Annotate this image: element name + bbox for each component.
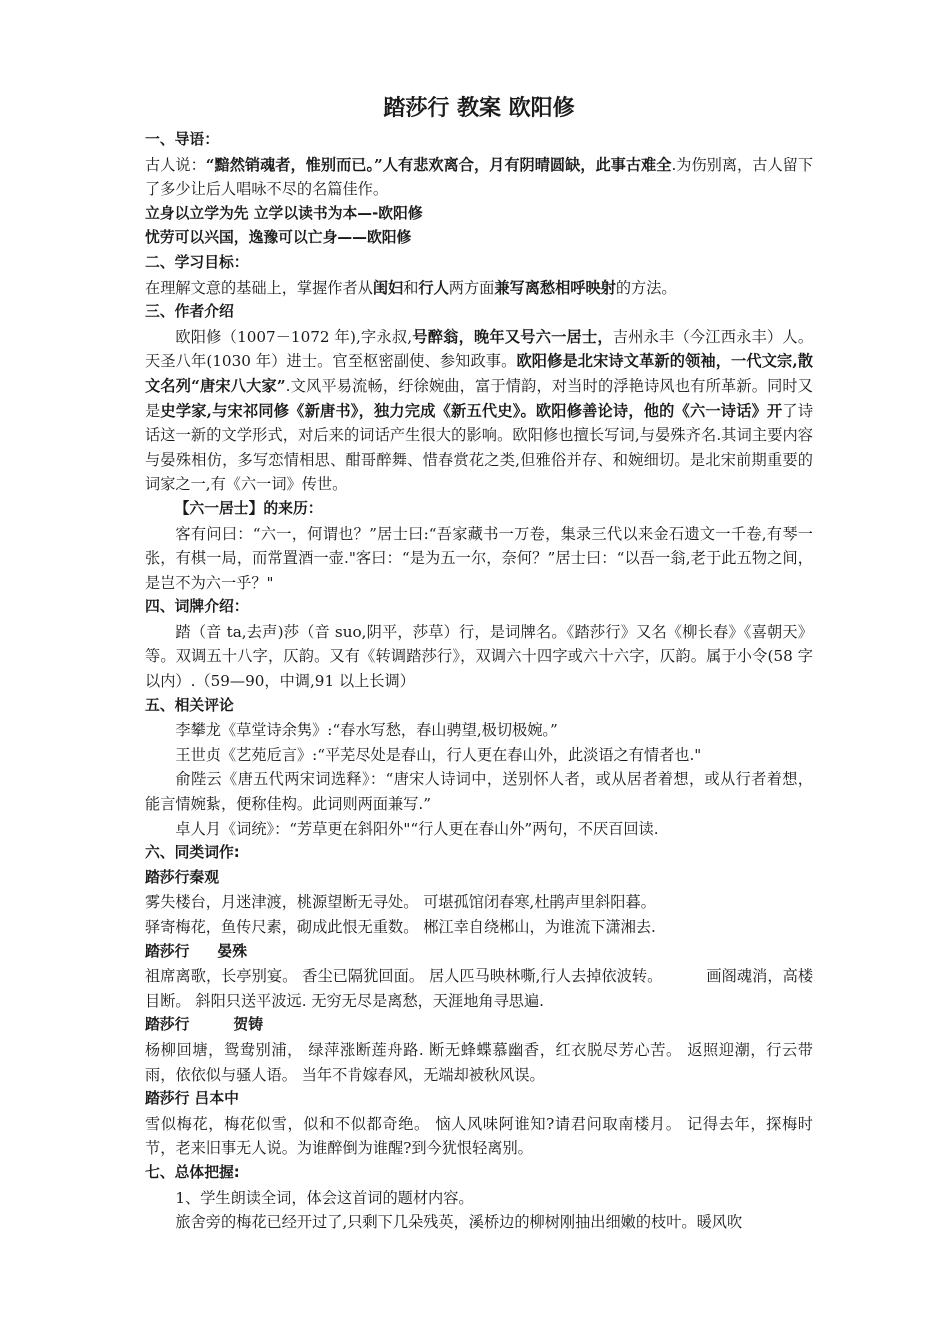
author-text-g: 了诗话这一新的文学形式，对后来的词话产生很大的影响。欧阳修也擅长写词,与晏殊齐名.其词主要内容与晏殊相仿，多写恋情相思、酣哥醉舞、惜春赏花之类,但雅俗并存、和婉细切。是北宋前期重要的词家之一,有《六一词》传世。 [145, 401, 814, 494]
quote-line-2: 忧劳可以兴国，逸豫可以亡身——欧阳修 [145, 229, 412, 247]
goals-text-f: 兼写离愁相呼映射 [494, 278, 616, 297]
intro-text-a: 古人说： [145, 155, 206, 174]
work-1-line-1: 雾失楼台，月迷津渡，桃源望断无寻处。 可堪孤馆闭春寒,杜鹃声里斜阳暮。 [145, 893, 656, 912]
document-page [145, 92, 813, 1235]
goals-text-g: 的方法。 [615, 278, 677, 297]
overview-paragraph-2: 旅舍旁的梅花已经开过了,只剩下几朵残英，溪桥边的柳树刚抽出细嫩的枝叶。暖风吹 [175, 1213, 743, 1232]
origin-heading: 【六一居士】的来历： [174, 499, 323, 517]
work-2-title-b: 晏殊 [217, 942, 248, 960]
author-text-d: 欧阳修是北宋诗文革新的领袖，一代文宗,散文名列“唐宋八大家” [145, 352, 813, 395]
goals-text-e: 两方面 [448, 278, 495, 297]
intro-quote: “黯然销魂者，惟别而已。”人有悲欢离合，月有阴晴圆缺，此事古难全 [205, 155, 672, 174]
goals-paragraph [145, 276, 813, 301]
work-2-text [145, 964, 813, 1013]
author-text-c: 吉州永丰（今江西永丰）人。天圣八年(1030 年）进士。官至枢密副使、参知政事。 [145, 327, 814, 371]
quote-line-1: 立身以立学为先 立学以读书为本—-欧阳修 [145, 204, 423, 222]
comment-1: 李攀龙《草堂诗余隽》:“春水写愁，春山骋望,极切极婉。” [175, 721, 558, 740]
work-3-title-b: 贺铸 [233, 1016, 264, 1034]
section-heading-goals: 二、学习目标： [145, 253, 249, 271]
section-heading-intro: 一、导语： [145, 131, 219, 148]
work-4-text: 雪似梅花，梅花似雪，似和不似都奇绝。 恼人风味阿谁知?请君问取南楼月。 记得去年，探梅时节，老来旧事无人说。为谁醉倒为谁醒?到今犹恨轻离别。 [145, 1114, 813, 1158]
work-2-title [145, 940, 813, 965]
work-3-title-a: 踏莎行 [145, 1016, 190, 1034]
author-paragraph [145, 325, 813, 497]
work-1-line-2: 驿寄梅花，鱼传尺素，砌成此恨无重数。 郴江幸自绕郴山，为谁流下潇湘去. [145, 918, 656, 936]
author-text-a: 欧阳修（1007－1072 年),字永叔, [175, 327, 413, 346]
section-heading-overview: 七、总体把握: [145, 1163, 240, 1181]
work-3-text: 杨柳回塘，鸳鸯别浦， 绿萍涨断莲舟路. 断无蜂蝶慕幽香，红衣脱尽芳心苦。 返照迎潮，行云带雨，依依似与骚人语。 当年不肯嫁春风，无端却被秋风误。 [145, 1040, 813, 1084]
comment-2: 王世贞《艺苑卮言》:“平芜尽处是春山，行人更在春山外，此淡语之有情者也." [175, 745, 702, 764]
section-heading-similar-works: 六、同类词作: [145, 844, 240, 862]
comment-3: 俞陛云《唐五代两宋词选释》：“唐宋人诗词中，送别怀人者，或从居者着想，或从行者着想，能言情婉紥，便称佳构。此词则两面兼写.” [145, 770, 813, 814]
comment-4: 卓人月《词统》：“芳草更在斜阳外"“行人更在春山外”两句，不厌百回读. [175, 819, 659, 838]
section-heading-cipai: 四、词牌介绍： [145, 598, 249, 616]
origin-paragraph: 客有问曰：“六一，何谓也？”居士曰:“吾家藏书一万卷，集录三代以来金石遗文一千卷,有琴一张，有棋一局，而常置酒一壶."客曰：“是为五一尔，奈何？”居士曰：“以吾一翁,老于此五物之间，是岂不为六一乎？" [145, 524, 813, 592]
goals-text-d: 行人 [418, 278, 449, 297]
intro-text-c: .为伤别离，古人留下了多少让后人唱咏不尽的名篇佳作。 [145, 155, 814, 199]
goals-text-a: 在理解文意的基础上，掌握作者从 [145, 278, 373, 297]
section-heading-comments: 五、相关评论 [145, 696, 234, 714]
goals-text-c: 和 [403, 278, 419, 297]
section-heading-author: 三、作者介绍 [145, 303, 234, 321]
author-text-f: 史学家,与宋祁同修《新唐书》，独力完成《新五代史》。欧阳修善论诗，他的《六一诗话》开 [160, 401, 783, 420]
work-2-stanza-2: 画阁魂消，高楼目断。 斜阳只送平波远. 无穷无尽是离愁，天涯地角寻思遍. [145, 967, 813, 1010]
intro-paragraph [145, 153, 813, 202]
work-3-title [145, 1013, 813, 1038]
work-2-stanza-1: 祖席离歌，长亭别宴。 香尘已隔犹回面。 居人匹马映林嘶,行人去掉依波转。 [145, 967, 663, 986]
work-2-title-a: 踏莎行 [145, 942, 190, 960]
work-1-title: 踏莎行秦观 [145, 868, 219, 886]
cipai-paragraph: 踏（音 ta,去声)莎（音 suo,阴平，莎草）行，是词牌名。《踏莎行》又名《柳长春》《喜朝天》等。双调五十八字，仄韵。又有《转调踏莎行》，双调六十四字或六十六字，仄韵。属于小令(58 字以内）.（59—90，中调,91 以上长调） [145, 622, 813, 691]
author-text-b: 号醉翁，晚年又号六一居士， [412, 327, 613, 346]
overview-paragraph-1: 1、学生朗读全词，体会这首词的题材内容。 [175, 1188, 474, 1207]
document-title: 踏莎行 教案 欧阳修 [383, 96, 575, 121]
author-text-e: .文风平易流畅，纡徐婉曲，富于情韵，对当时的浮艳诗风也有所革新。同时又是 [145, 376, 813, 420]
goals-text-b: 闺妇 [372, 278, 404, 297]
work-4-title: 踏莎行 吕本中 [145, 1090, 239, 1108]
